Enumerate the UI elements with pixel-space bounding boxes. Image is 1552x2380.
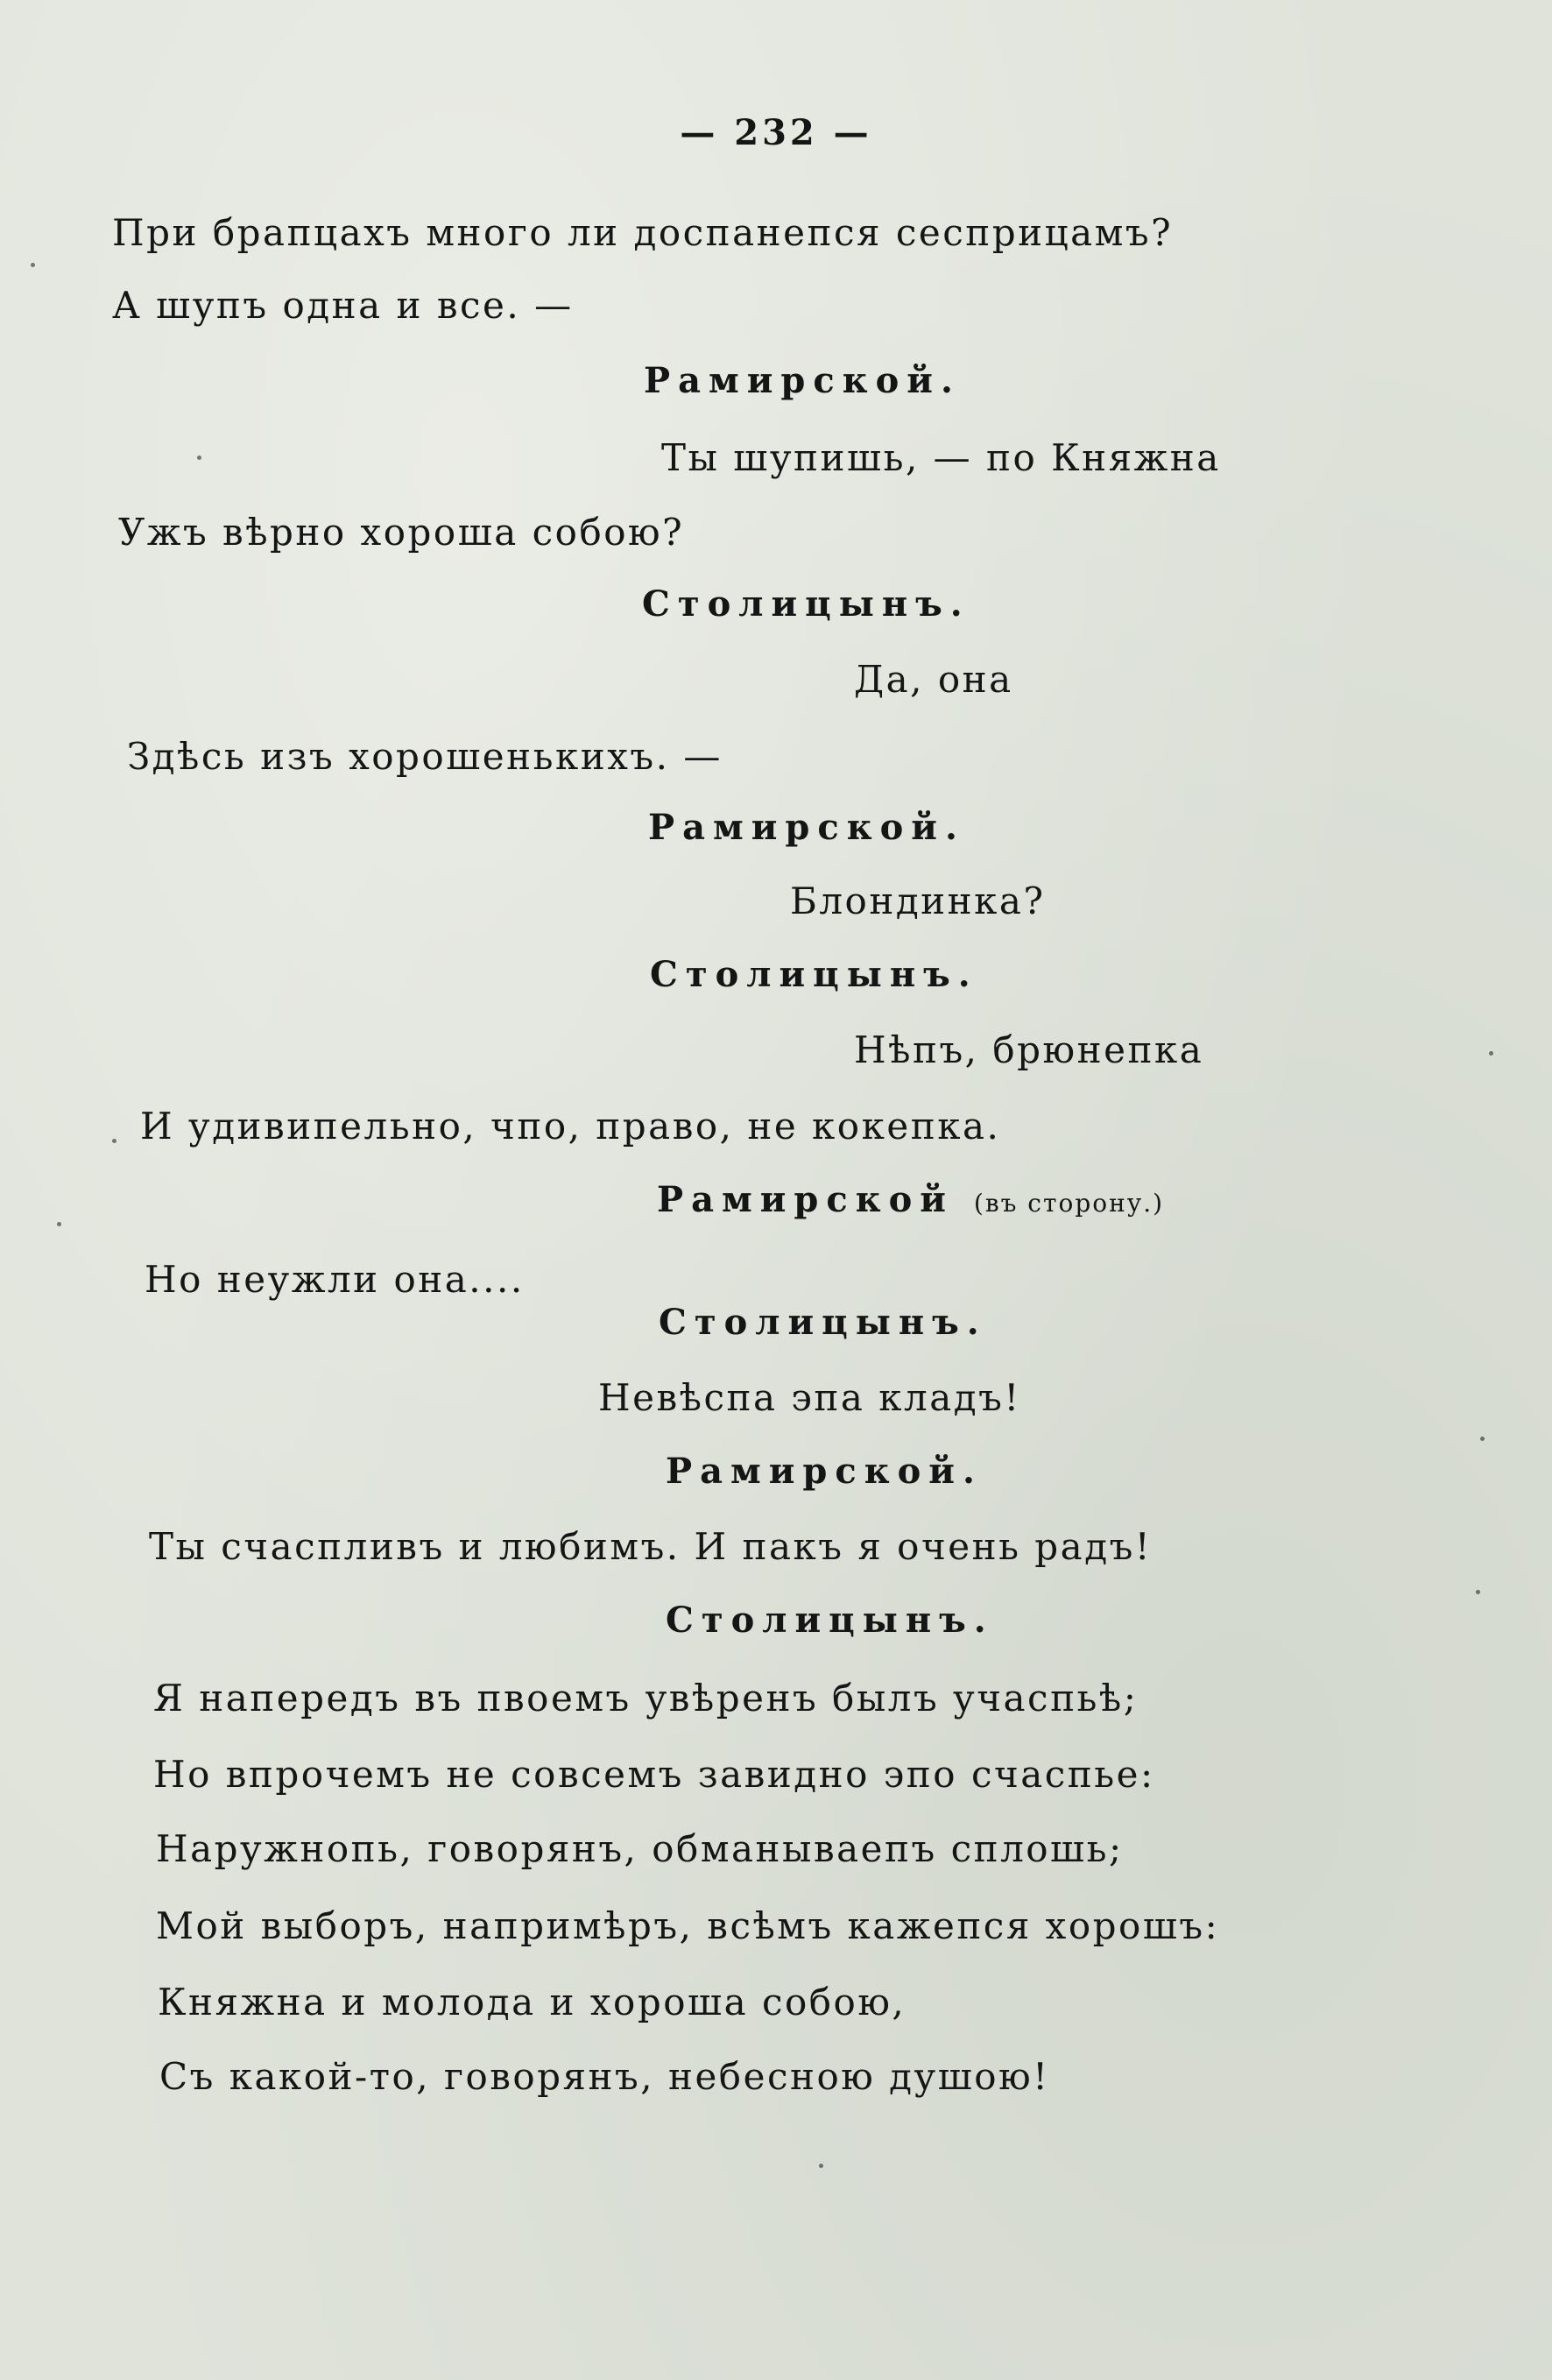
speaker-name: Столицынъ. xyxy=(659,1302,987,1343)
print-speck xyxy=(197,456,201,460)
verse-line-3: Ты шупишь, — по Княжна xyxy=(661,436,1221,479)
verse-line-4: Ужъ вѣрно хороша собою? xyxy=(118,511,685,554)
verse-line-7: Блондинка? xyxy=(790,879,1046,922)
speaker-name: Рамирской xyxy=(657,1179,954,1220)
speaker-name: Рамирской. xyxy=(666,1451,983,1492)
print-speck xyxy=(112,1139,116,1143)
speaker-name: Рамирской. xyxy=(648,807,965,848)
print-speck xyxy=(1476,1590,1480,1594)
speaker-with-stage-direction xyxy=(657,1179,1165,1220)
print-speck xyxy=(1489,1051,1493,1056)
print-speck xyxy=(57,1222,61,1226)
verse-line-12: Ты счаспливъ и любимъ. И пакъ я очень радъ! xyxy=(149,1525,1153,1568)
speaker-name: Столицынъ. xyxy=(642,583,970,625)
verse-line-15: Наружнопь, говорянъ, обманываепъ сплошь; xyxy=(156,1827,1124,1870)
page-number: — 232 — xyxy=(680,112,872,153)
verse-line-1: При брапцахъ много ли доспанепся сесприцамъ? xyxy=(112,211,1174,254)
verse-line-8: Нѣпъ, брюнепка xyxy=(854,1028,1204,1071)
verse-line-10: Но неужли она.... xyxy=(145,1258,525,1301)
verse-line-18: Съ какой-то, говорянъ, небесною душою! xyxy=(159,2055,1050,2098)
verse-line-11: Невѣспа эпа кладъ! xyxy=(598,1376,1021,1419)
verse-line-9: И удивипельно, чпо, право, не кокепка. xyxy=(140,1105,1001,1148)
verse-line-14: Но впрочемъ не совсемъ завидно эпо счаспье: xyxy=(153,1753,1155,1796)
print-speck xyxy=(1480,1437,1485,1441)
print-speck xyxy=(819,2164,823,2168)
speaker-name: Рамирской. xyxy=(644,360,961,401)
verse-line-5: Да, она xyxy=(854,658,1013,701)
print-speck xyxy=(31,263,35,267)
verse-line-17: Княжна и молода и хороша собою, xyxy=(158,1981,907,2023)
verse-line-13: Я напередъ въ пвоемъ увѣренъ былъ учаспьѣ; xyxy=(153,1677,1139,1720)
speaker-name: Столицынъ. xyxy=(650,954,978,995)
speaker-name: Столицынъ. xyxy=(666,1600,994,1641)
verse-line-2: А шупъ одна и все. — xyxy=(112,284,574,327)
stage-direction: (въ сторону.) xyxy=(973,1189,1165,1218)
verse-line-6: Здѣсь изъ хорошенькихъ. — xyxy=(127,735,723,778)
verse-line-16: Мой выборъ, напримѣръ, всѣмъ кажепся хорошъ: xyxy=(156,1904,1220,1947)
